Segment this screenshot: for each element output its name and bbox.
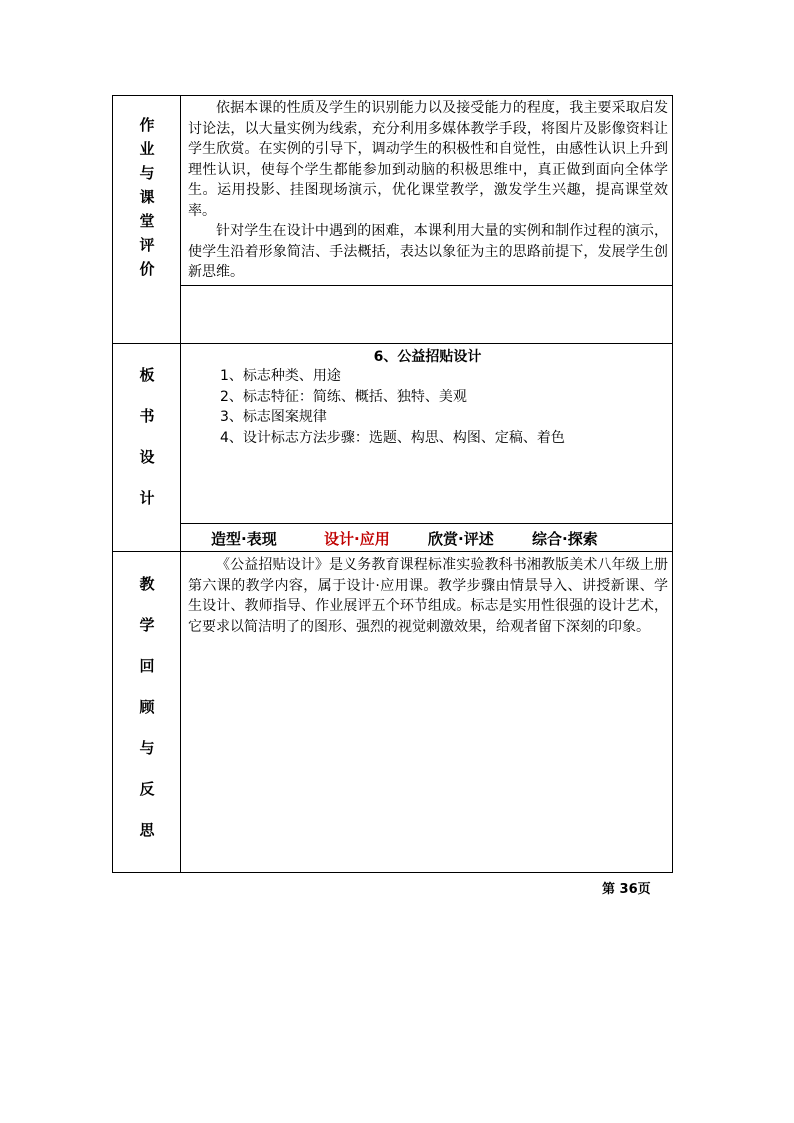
label-char: 学 (139, 616, 155, 634)
label-char: 业 (139, 140, 155, 158)
label-char: 作 (139, 116, 155, 134)
board-outline-item: 4、设计标志方法步骤：选题、构思、构图、定稿、着色 (220, 429, 565, 446)
label-char: 堂 (139, 212, 155, 230)
board-outline-item: 3、标志图案规律 (220, 409, 327, 425)
lesson-plan-table (112, 95, 673, 873)
label-char: 板 (139, 366, 155, 384)
label-char: 与 (139, 164, 155, 182)
label-char: 设 (139, 448, 155, 466)
label-char: 与 (139, 739, 155, 757)
teaching-review-label (113, 577, 181, 838)
homework-paragraph-2: 针对学生在设计中遇到的困难，本课利用大量的实例和制作过程的演示，使学生沿着形象简洁、手法概括，表达以象征为主的思路前提下，发展学生创新思维。 (188, 223, 668, 280)
page-number: 第 36页 (602, 882, 651, 897)
board-design-label (113, 368, 181, 506)
label-char: 课 (139, 188, 155, 206)
category-modeling: 造型·表现 (211, 529, 277, 548)
label-char: 书 (139, 407, 155, 425)
label-char: 计 (139, 489, 155, 507)
course-categories (181, 524, 674, 552)
homework-evaluation-label (113, 118, 181, 277)
row-divider-homework-blank (181, 285, 673, 286)
row-divider-board (113, 343, 673, 344)
label-char: 顾 (139, 698, 155, 716)
category-design: 设计·应用 (324, 529, 390, 548)
category-appreciation: 欣赏·评述 (428, 529, 494, 548)
label-char: 反 (139, 780, 155, 798)
board-outline-list (220, 366, 565, 448)
board-outline-item: 2、标志特征：简练、概括、独特、美观 (220, 388, 467, 405)
board-title: 6、公益招贴设计 (373, 349, 482, 365)
review-paragraph: 《公益招贴设计》是义务教育课程标准实验教科书湘教版美术八年级上册第六课的教学内容，属于设计·应用课。教学步骤由情景导入、讲授新课、学生设计、教师指导、作业展评五个环节组成。标志是实用性很强的设计艺术，它要求以简洁明了的图形、强烈的视觉刺激效果，给观者留下深刻的印象。 (188, 557, 668, 635)
label-char: 评 (139, 236, 155, 254)
label-char: 思 (139, 821, 155, 839)
label-char: 回 (139, 657, 155, 675)
label-char: 价 (139, 260, 155, 278)
homework-paragraph-1: 依据本课的性质及学生的识别能力以及接受能力的程度，我主要采取启发讨论法，以大量实例为线索，充分利用多媒体教学手段，将图片及影像资料让学生欣赏。在实例的引导下，调动学生的积极性和自觉性，由感性认识上升到理性认识，使每个学生都能参加到动脑的积极思维中，真正做到面向全体学生。运用投影、挂图现场演示，优化课堂教学，激发学生兴趣，提高课堂效率。 (188, 100, 668, 219)
label-char: 教 (139, 575, 155, 593)
category-synthesis: 综合·探索 (532, 529, 598, 548)
board-outline-item: 1、标志种类、用途 (220, 368, 341, 384)
